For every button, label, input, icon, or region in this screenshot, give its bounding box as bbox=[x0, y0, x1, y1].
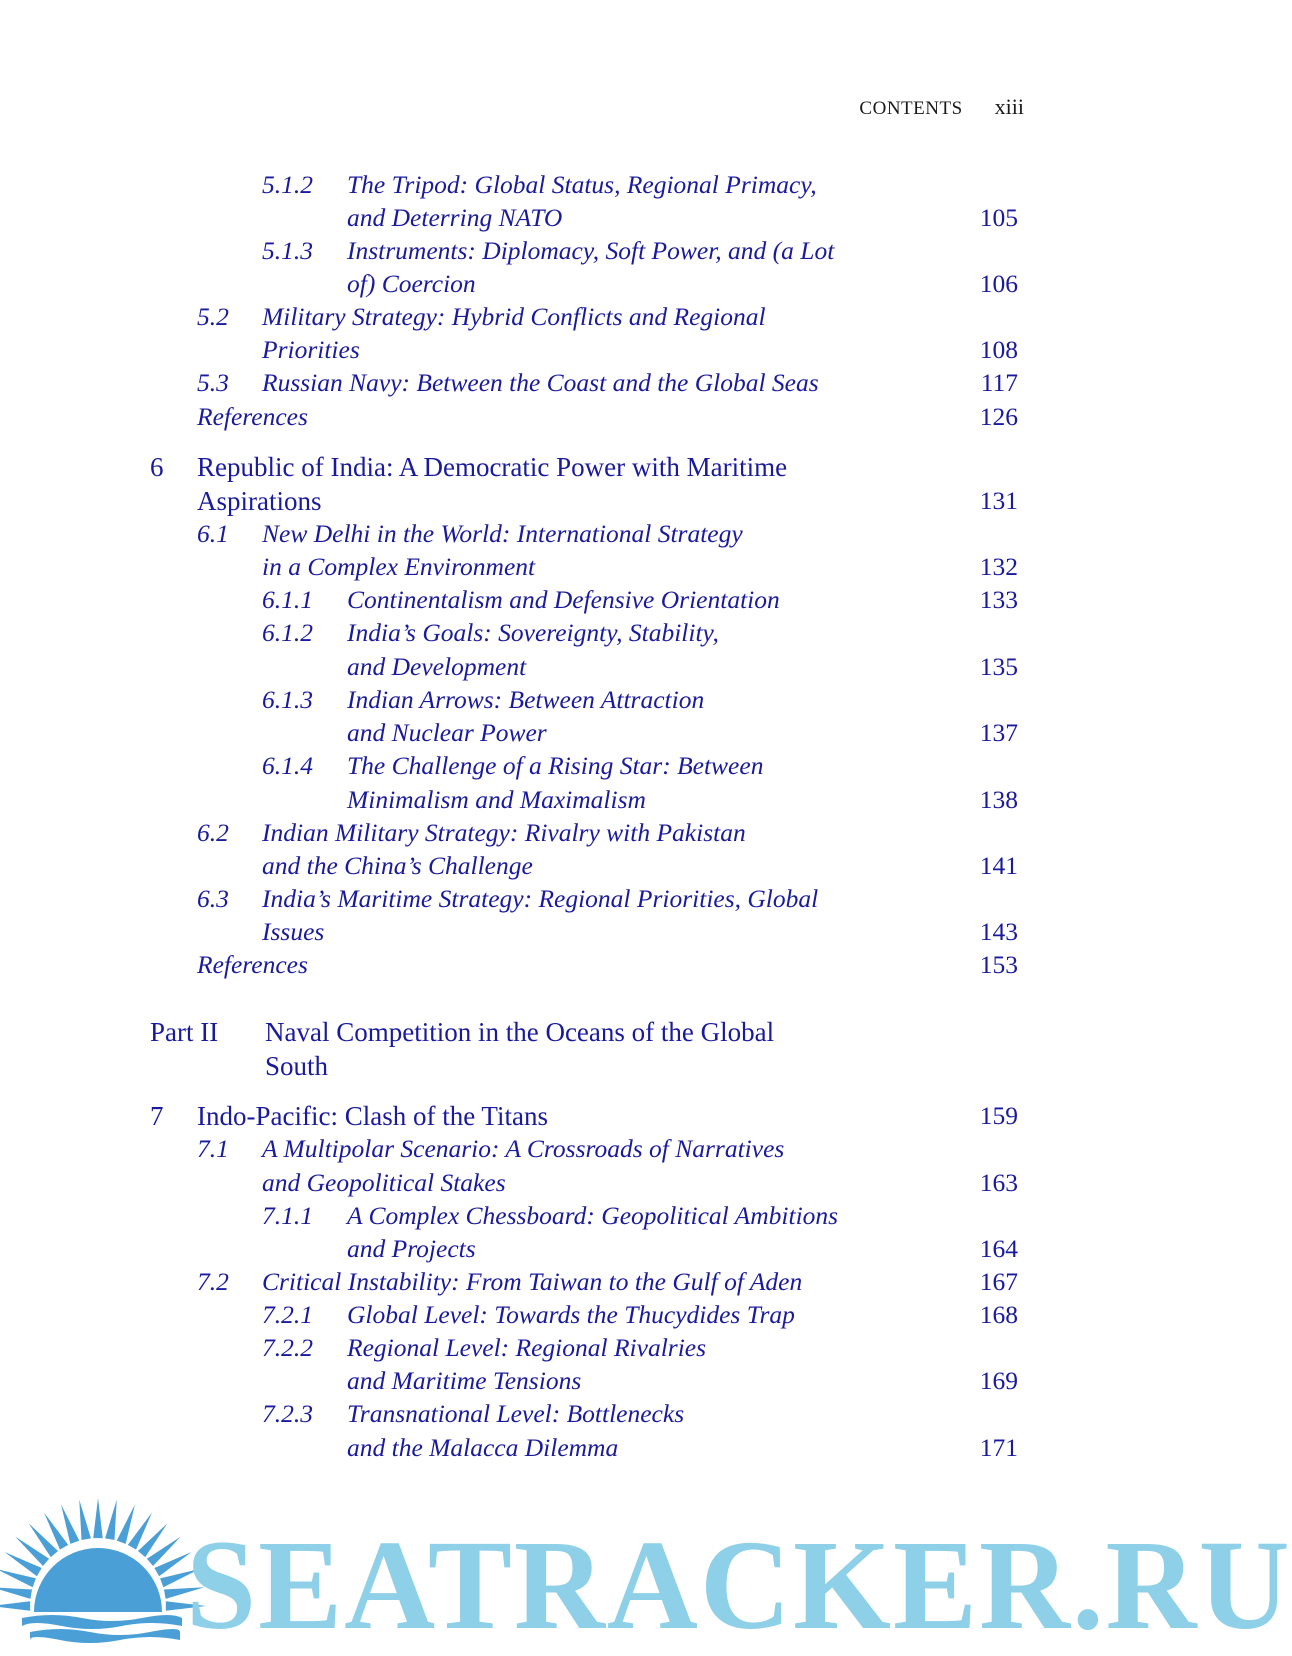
sun-ray bbox=[93, 1498, 103, 1538]
toc-title-line: Critical Instability: From Taiwan to the Gulf of Aden bbox=[262, 1267, 803, 1296]
toc-title-line: Minimalism and Maximalism bbox=[347, 785, 646, 814]
toc-title-line: and Nuclear Power bbox=[347, 718, 547, 747]
toc-part-number: Part II bbox=[150, 1017, 219, 1047]
toc-number: 5.1.2 bbox=[262, 170, 313, 199]
toc-title-line: Indian Arrows: Between Attraction bbox=[347, 685, 705, 714]
toc-number: 6.1 bbox=[197, 519, 229, 548]
toc-title-line: in a Complex Environment bbox=[262, 552, 536, 581]
toc-title-line: of) Coercion bbox=[347, 269, 476, 298]
toc-title-line: The Challenge of a Rising Star: Between bbox=[347, 751, 764, 780]
sun-ray bbox=[79, 1500, 91, 1540]
toc-title-line: and Development bbox=[347, 652, 527, 681]
toc-title-line: References bbox=[197, 402, 308, 431]
toc-page-number: 168 bbox=[979, 1300, 1018, 1329]
sun-ray bbox=[0, 1587, 32, 1599]
toc-chapter-number: 6 bbox=[150, 452, 164, 482]
toc-number: 7.2.3 bbox=[262, 1399, 313, 1428]
toc-page-number: 137 bbox=[979, 718, 1018, 747]
toc-chapter-title-line: Indo-Pacific: Clash of the Titans bbox=[197, 1101, 548, 1131]
sun-ray bbox=[0, 1569, 36, 1587]
toc-page-number: 164 bbox=[979, 1234, 1018, 1263]
toc-page-number: 159 bbox=[979, 1101, 1018, 1130]
watermark bbox=[0, 1494, 1292, 1656]
toc-page-number: 141 bbox=[979, 851, 1018, 880]
toc-page-number: 167 bbox=[979, 1267, 1018, 1296]
toc-page-number: 133 bbox=[979, 585, 1018, 614]
toc-title-line: and Geopolitical Stakes bbox=[262, 1168, 506, 1197]
toc-page-number: 163 bbox=[979, 1168, 1018, 1197]
toc-number: 7.1.1 bbox=[262, 1201, 313, 1230]
toc-page-number: 143 bbox=[979, 917, 1018, 946]
toc-part-title-line: Naval Competition in the Oceans of the Global bbox=[265, 1017, 775, 1047]
toc-page-number: 131 bbox=[979, 486, 1018, 515]
toc-chapter-number: 7 bbox=[150, 1101, 164, 1131]
toc-page-number: 106 bbox=[979, 269, 1018, 298]
watermark-text: SEATRACKER.RU bbox=[186, 1514, 1292, 1656]
toc-title-line: References bbox=[197, 950, 308, 979]
toc-title-line: New Delhi in the World: International Strategy bbox=[262, 519, 743, 548]
toc-page-number: 169 bbox=[979, 1366, 1018, 1395]
toc-number: 5.3 bbox=[197, 368, 229, 397]
toc-number: 7.2.2 bbox=[262, 1333, 313, 1362]
toc-title-line: and the Malacca Dilemma bbox=[347, 1433, 619, 1462]
toc-title-line: and Deterring NATO bbox=[347, 203, 563, 232]
toc-title-line: Regional Level: Regional Rivalries bbox=[347, 1333, 707, 1362]
toc-number: 6.1.2 bbox=[262, 618, 313, 647]
sun-ray bbox=[105, 1500, 117, 1540]
sun-ray bbox=[0, 1601, 30, 1611]
toc-title-line: and Maritime Tensions bbox=[347, 1366, 582, 1395]
toc-number: 6.3 bbox=[197, 884, 229, 913]
toc-title-line: Global Level: Towards the Thucydides Trap bbox=[347, 1300, 795, 1329]
toc-number: 7.2 bbox=[197, 1267, 229, 1296]
toc-part-title-line: South bbox=[265, 1051, 329, 1081]
toc-title-line: A Complex Chessboard: Geopolitical Ambitions bbox=[347, 1201, 839, 1230]
toc-title-line: Continentalism and Defensive Orientation bbox=[347, 585, 780, 614]
toc-page-number: 108 bbox=[979, 335, 1018, 364]
toc-number: 5.2 bbox=[197, 302, 229, 331]
toc-chapter-title-line: Republic of India: A Democratic Power with Maritime bbox=[197, 452, 788, 482]
toc-title-line: India’s Maritime Strategy: Regional Priorities, Global bbox=[262, 884, 819, 913]
toc-title-line: A Multipolar Scenario: A Crossroads of Narratives bbox=[262, 1134, 785, 1163]
toc-title-line: Russian Navy: Between the Coast and the Global Seas bbox=[262, 368, 819, 397]
toc-number: 5.1.3 bbox=[262, 236, 313, 265]
toc-title-line: Indian Military Strategy: Rivalry with Pakistan bbox=[262, 818, 746, 847]
sun-logo-icon bbox=[12, 1494, 184, 1654]
toc-number: 7.2.1 bbox=[262, 1300, 313, 1329]
toc-title-line: Issues bbox=[262, 917, 325, 946]
toc-page-number: 132 bbox=[979, 552, 1018, 581]
toc-number: 6.1.3 bbox=[262, 685, 313, 714]
toc-number: 6.1.1 bbox=[262, 585, 313, 614]
toc-page-number: 105 bbox=[979, 203, 1018, 232]
toc-title-line: Transnational Level: Bottlenecks bbox=[347, 1399, 685, 1428]
toc-title-line: and Projects bbox=[347, 1234, 476, 1263]
toc-page-number: 153 bbox=[979, 950, 1018, 979]
toc-title-line: Instruments: Diplomacy, Soft Power, and (a Lot bbox=[347, 236, 835, 265]
toc-title-line: India’s Goals: Sovereignty, Stability, bbox=[347, 618, 719, 647]
toc-number: 6.2 bbox=[197, 818, 229, 847]
toc-page-number: 117 bbox=[980, 368, 1018, 397]
toc-chapter-title-line: Aspirations bbox=[197, 486, 322, 516]
toc-page-number: 135 bbox=[979, 652, 1018, 681]
toc-page-number: 171 bbox=[979, 1433, 1018, 1462]
toc-page-number: 138 bbox=[979, 785, 1018, 814]
header-page-numeral: xiii bbox=[994, 94, 1024, 119]
running-header bbox=[859, 94, 1024, 124]
toc-title-line: Military Strategy: Hybrid Conflicts and Regional bbox=[262, 302, 766, 331]
toc-number: 6.1.4 bbox=[262, 751, 313, 780]
toc-title-line: and the China’s Challenge bbox=[262, 851, 533, 880]
header-label: CONTENTS bbox=[859, 98, 963, 119]
sun-ray bbox=[117, 1505, 135, 1544]
toc-number: 7.1 bbox=[197, 1134, 229, 1163]
toc-title-line: Priorities bbox=[262, 335, 360, 364]
toc-page-number: 126 bbox=[979, 402, 1018, 431]
toc-title-line: The Tripod: Global Status, Regional Primacy, bbox=[347, 170, 817, 199]
sun-ray bbox=[61, 1505, 79, 1544]
